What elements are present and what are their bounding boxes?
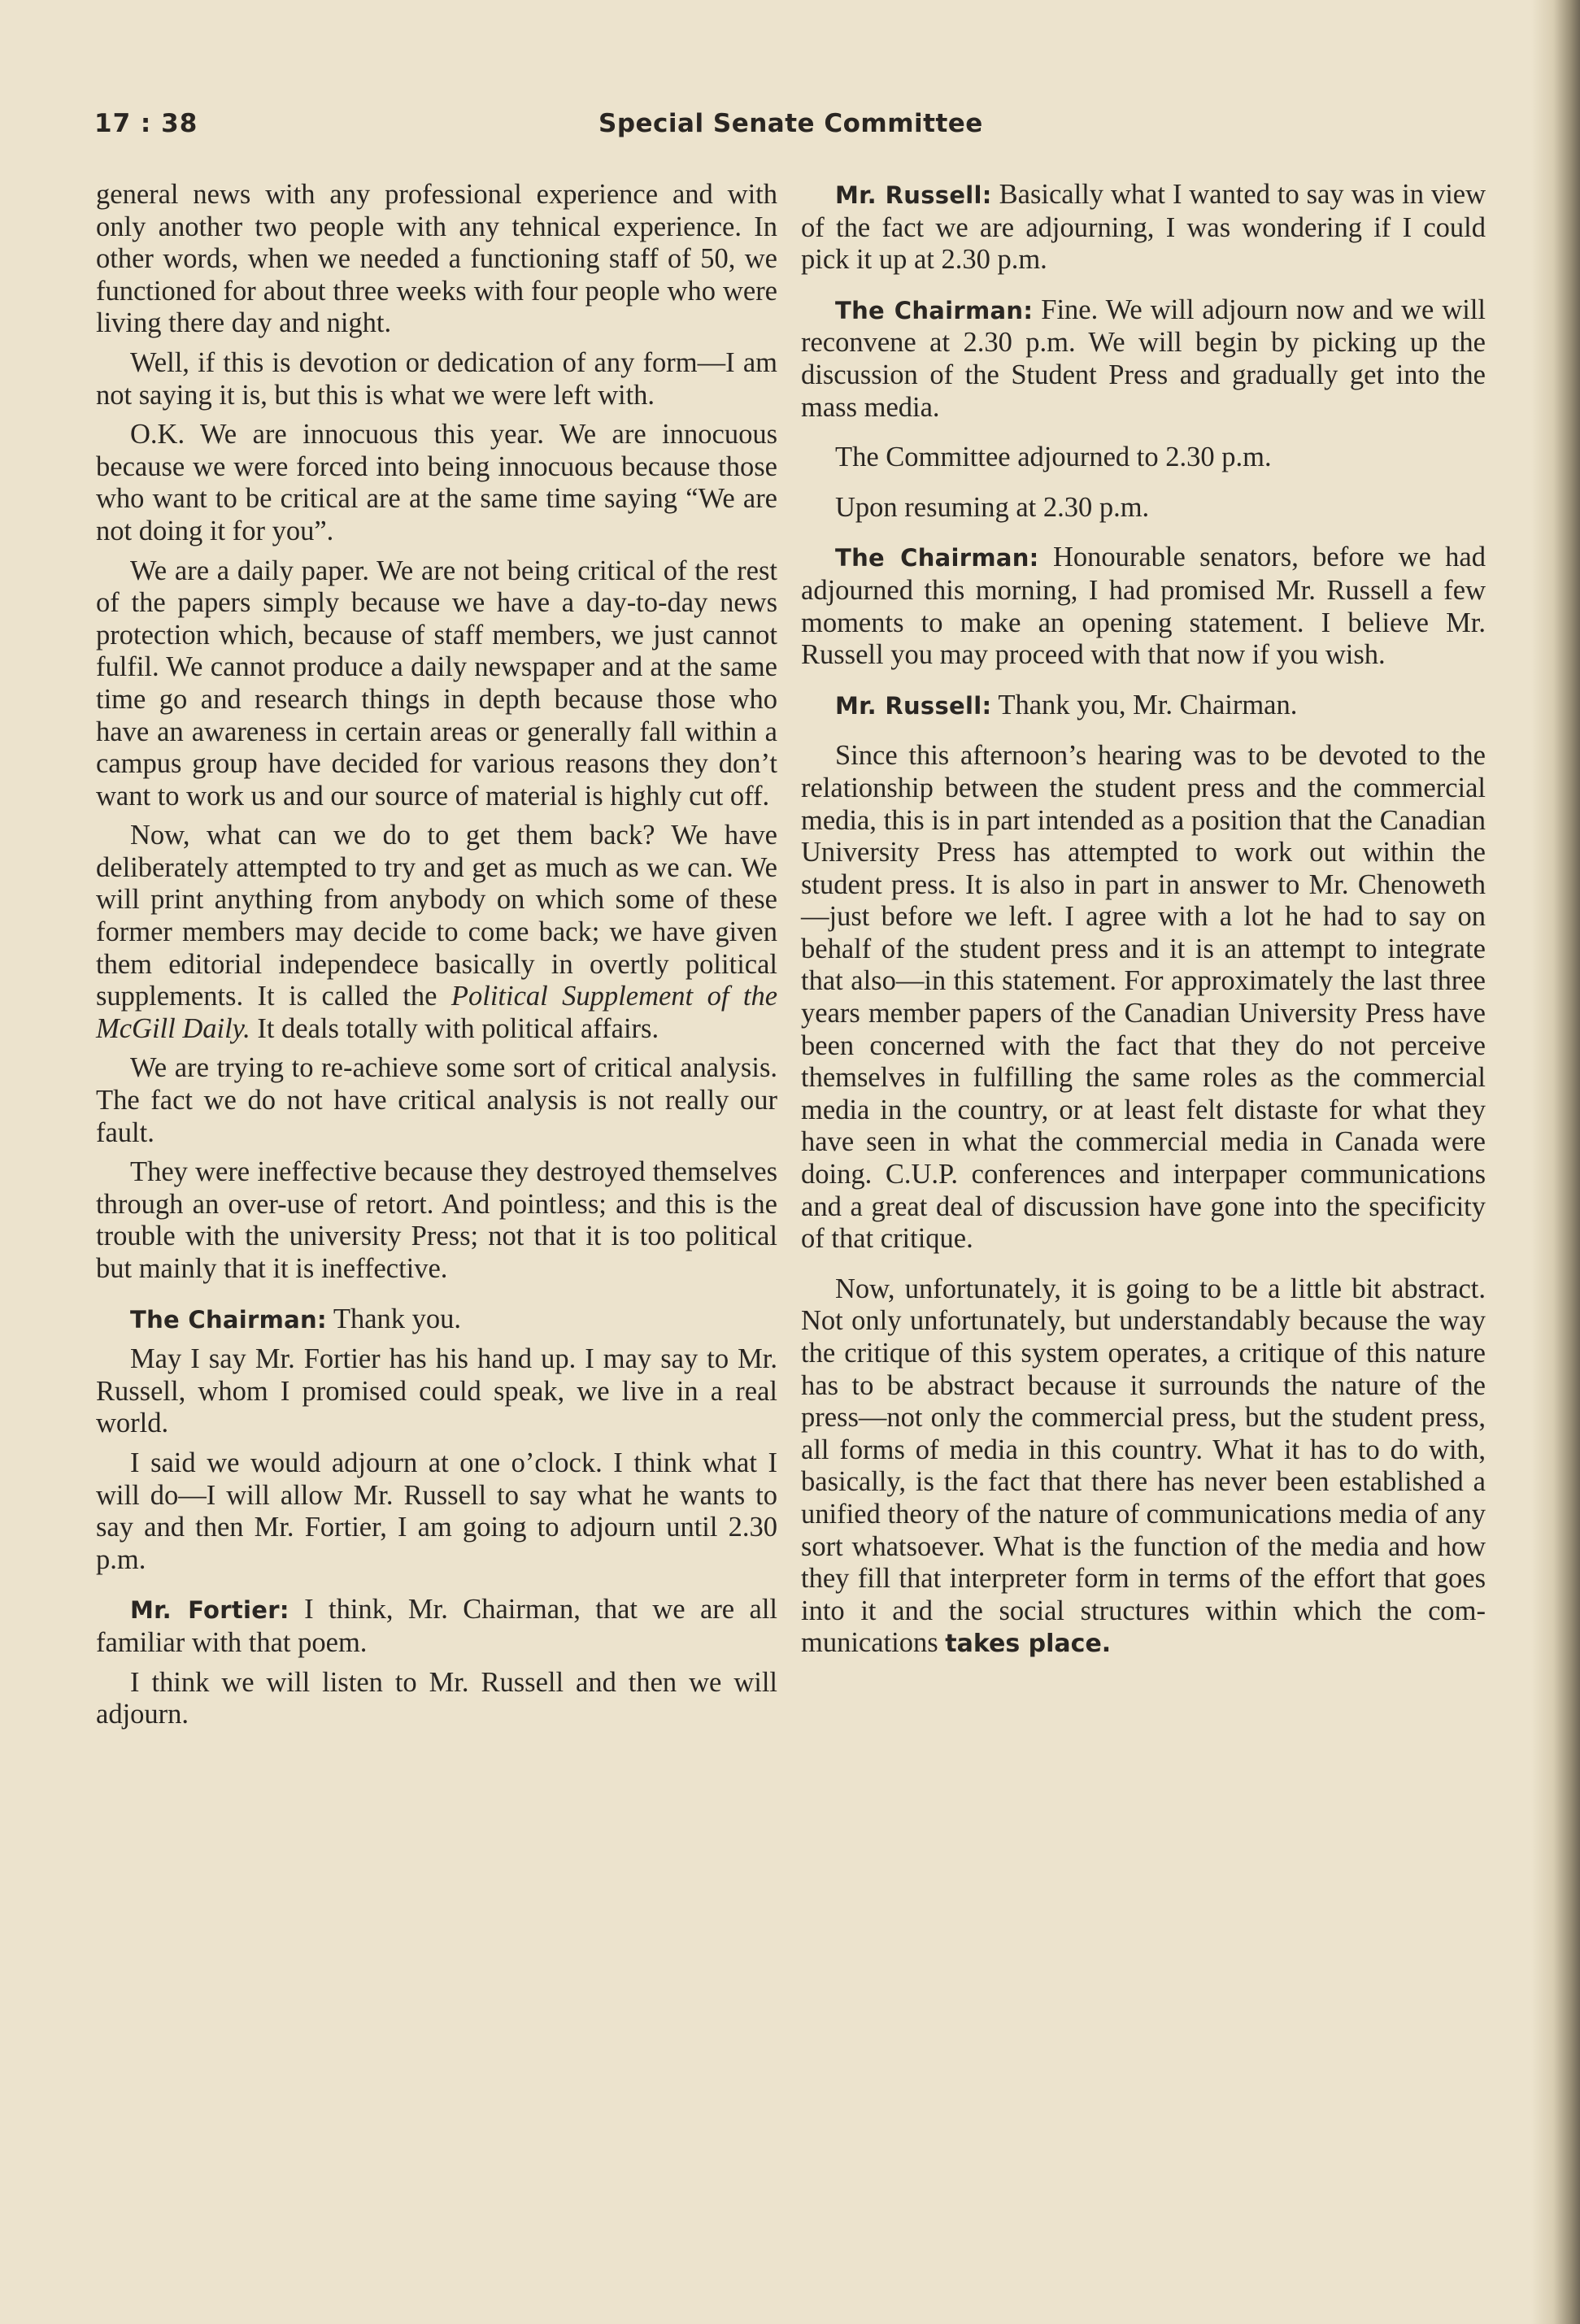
speaker-name: The Chairman: — [835, 296, 1034, 324]
right-column — [801, 179, 1486, 1668]
speaker-paragraph — [801, 179, 1486, 276]
paragraph-text: It deals totally with political affairs. — [257, 1012, 659, 1044]
page-header — [94, 109, 1485, 150]
speech-text: Thank you. — [333, 1303, 462, 1334]
speaker-name: Mr. Fortier: — [130, 1596, 289, 1625]
speaker-name: The Chairman: — [130, 1305, 327, 1334]
paragraph — [801, 1273, 1486, 1660]
speaker-paragraph — [96, 1594, 777, 1659]
publication-title: Political Supplement of the McGill Daily. — [96, 981, 778, 1044]
emphasized-text: takes place. — [945, 1630, 1112, 1659]
paragraph: We are a daily paper. We are not being critical of the rest of the papers simply because we have a day-to-day news protection which, because of staff members, we just cannot fulfil. We cannot produce a daily newspaper and at the same time go and research things in depth because those who have an awareness in certain areas or generally fall within a campus group have decided for various reasons they don’t want to work us and our source of material is highly cut off. — [96, 555, 777, 812]
speaker-name: Mr. Russell: — [835, 181, 992, 209]
speaker-paragraph — [801, 542, 1486, 671]
paragraph: Since this afternoon’s hearing was to be devoted to the relationship between the student press and the commercial media, this is in part intended as a position that the Canadian University Press has attempted to work out within the student press. It is also in part in answer to Mr. Chenoweth—just before we left. I agree with a lot he had to say on behalf of the student press and it is an attempt to integrate that also—in this statement. For approximately the last three years member papers of the Canadian University Press have been concerned with the fact that they do not perceive themselves in fulfilling the same roles as the commercial media in the country, or at least felt distaste for what they have seen in what the commercial media in Canada were doing. C.U.P. conferences and interpaper communications and a great deal of discussion have gone into the specificity of that critique. — [801, 740, 1486, 1255]
page-edge-shadow — [1531, 0, 1580, 2324]
paragraph: They were ineffective because they destroyed themselves through an over-use of retort. And pointless; and this is the trouble with the university Press; not that it is too political but mainly that it is ineffective. — [96, 1156, 777, 1284]
paragraph: O.K. We are innocuous this year. We are innocuous because we were forced into being innocuous because those who want to be critical are at the same time saying “We are not doing it for you”. — [96, 419, 777, 546]
paragraph: I think we will listen to Mr. Russell and then we will adjourn. — [96, 1666, 777, 1730]
speech-text: Honourable senators, before we had adjourned this morning, I had promised Mr. Russell a few moments to make an opening statement. I believe Mr. Russell you may proceed with that now if you wish. — [801, 542, 1486, 671]
procedural-note: The Committee adjourned to 2.30 p.m. — [835, 442, 1272, 473]
paragraph: Well, if this is devotion or dedication of any form—I am not saying it is, but this is what we were left with. — [96, 346, 777, 411]
left-column — [96, 179, 777, 1739]
procedural-note: Upon resuming at 2.30 p.m. — [835, 491, 1150, 523]
paragraph-text: Now, what can we do to get them back? We have deliberately attempted to try and get as much as we can. We will print anything from anybody on which some of these former members may decide to come back; we have given them editorial independece basically in overtly political supplements. It is called the — [96, 820, 777, 1012]
paragraph: We are trying to re-achieve some sort of critical analysis. The fact we do not have critical analysis is not really our fault. — [96, 1052, 777, 1148]
running-title: Special Senate Committee — [598, 109, 983, 138]
paragraph — [96, 820, 777, 1045]
page-number: 17 : 38 — [94, 109, 198, 138]
paragraph-text: Now, unfortunately, it is going to be a little bit abstract. Not only unfortunately, but understandably because the way the critique of this system operates, a critique of this nature has to be abstract because it surrounds the nature of the press—not only the commercial press, but the student press, all forms of media in this country. What it has to do with, basically, is the fact that there has never been established a unified theory of the nature of communications media of any sort whatsoever. What is the function of the media and how they fill that interpreter form in terms of the effort that goes into it and the social structures within which the communications — [801, 1273, 1486, 1659]
speaker-name: Mr. Russell: — [835, 691, 992, 720]
speech-text: Thank you, Mr. Chairman. — [998, 689, 1298, 720]
paragraph: general news with any professional experience and with only another two people with any tehnical experience. In other words, when we needed a functioning staff of 50, we functioned for about three weeks with four people who were living there day and night. — [96, 179, 777, 339]
speech-text: Fine. We will adjourn now and we will reconvene at 2.30 p.m. We will begin by picking up the discussion of the Student Press and gradually get into the mass media. — [801, 294, 1486, 423]
paragraph: May I say Mr. Fortier has his hand up. I may say to Mr. Russell, whom I promised could speak, we live in a real world. — [96, 1343, 777, 1439]
speech-text: Basically what I wanted to say was in view of the fact we are adjourning, I was wondering if I could pick it up at 2.30 p.m. — [801, 179, 1486, 276]
speaker-paragraph — [801, 294, 1486, 424]
speaker-paragraph — [96, 1303, 777, 1337]
speech-text: I think, Mr. Chairman, that we are all familiar with that poem. — [96, 1594, 777, 1658]
paragraph: I said we would adjourn at one o’clock. I think what I will do—I will allow Mr. Russell to say what he wants to say and then Mr. Fortier, I am going to adjourn until 2.30 p.m. — [96, 1447, 777, 1575]
speaker-paragraph — [801, 690, 1486, 723]
speaker-name: The Chairman: — [835, 544, 1039, 572]
